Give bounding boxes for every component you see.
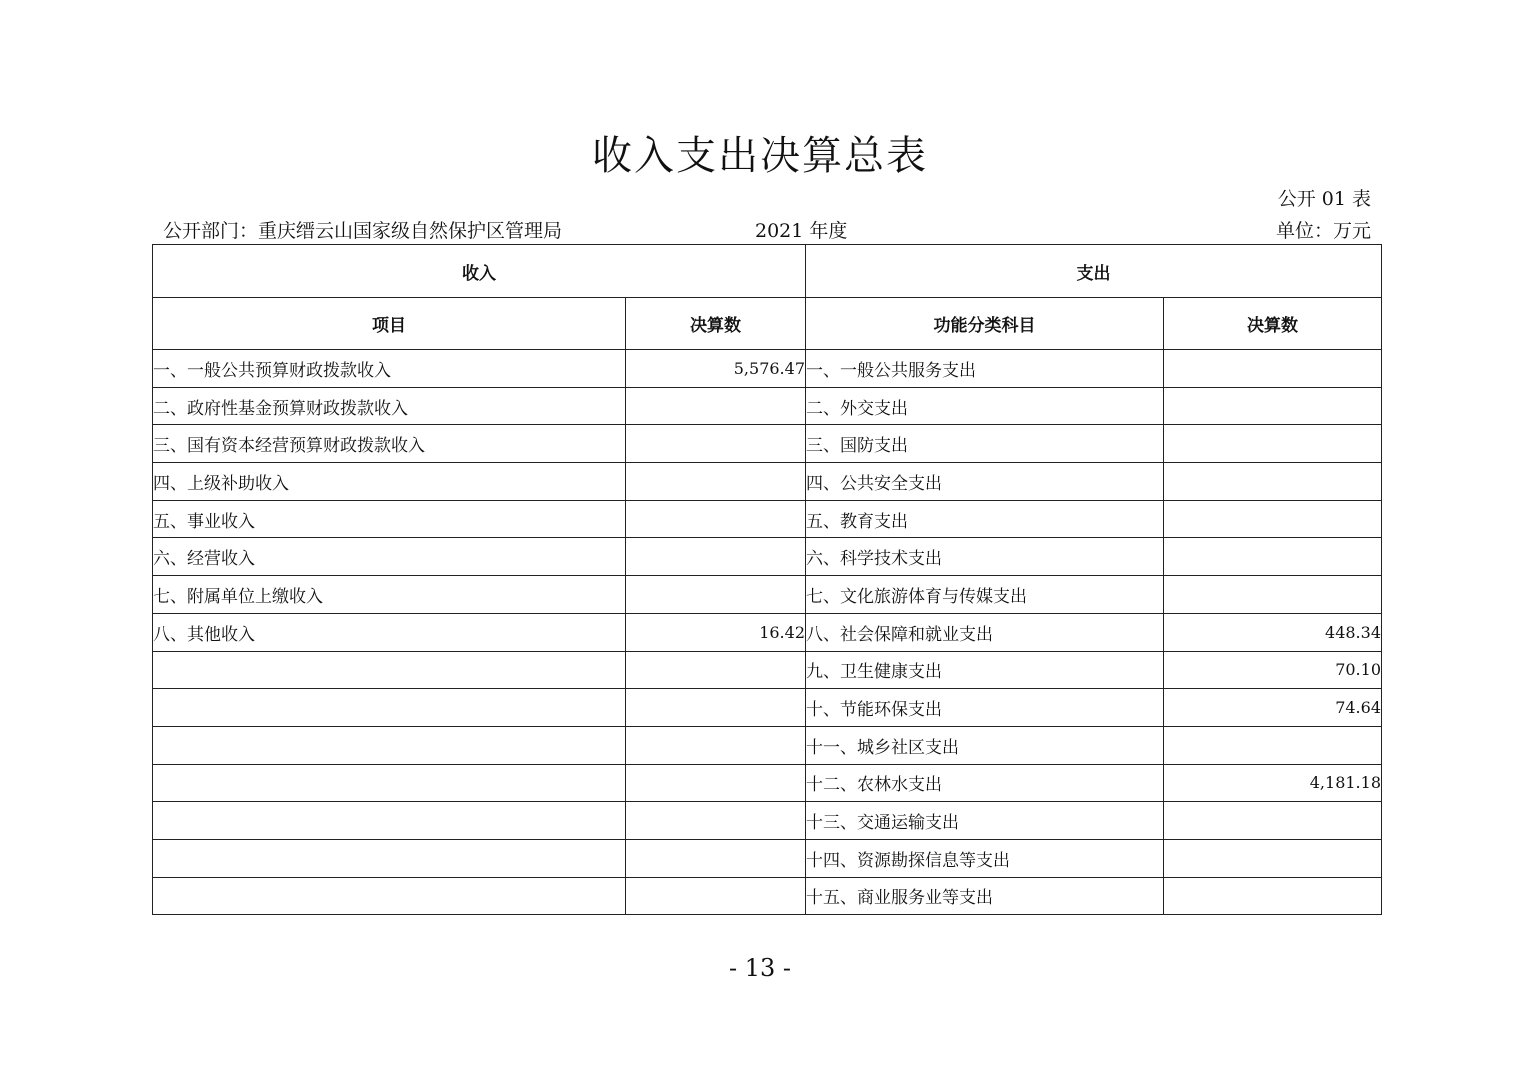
income-amount-cell: [626, 689, 806, 727]
income-amount-cell: 16.42: [626, 613, 806, 651]
income-group-header: 收入: [153, 245, 806, 298]
table-row: [153, 839, 1382, 877]
income-amount-cell: [626, 463, 806, 501]
income-amount-cell: [626, 651, 806, 689]
expense-item-cell: 十二、农林水支出: [806, 764, 1164, 802]
expense-group-header: 支出: [806, 245, 1382, 298]
income-item-cell: [153, 651, 626, 689]
expense-item-cell: 七、文化旅游体育与传媒支出: [806, 576, 1164, 614]
table-row: [153, 689, 1382, 727]
fiscal-year-label: 2021 年度: [755, 220, 848, 242]
column-header-function-category: 功能分类科目: [806, 298, 1164, 350]
expense-amount-cell: [1164, 350, 1382, 388]
department-label: 公开部门：重庆缙云山国家级自然保护区管理局: [163, 220, 563, 242]
income-item-cell: 三、国有资本经营预算财政拨款收入: [153, 425, 626, 463]
form-number: 公开 01 表: [1277, 188, 1371, 210]
table-row: [153, 500, 1382, 538]
income-item-cell: [153, 877, 626, 915]
expense-item-cell: 九、卫生健康支出: [806, 651, 1164, 689]
income-item-cell: [153, 726, 626, 764]
income-amount-cell: [626, 425, 806, 463]
table-row: [153, 726, 1382, 764]
expense-amount-cell: [1164, 839, 1382, 877]
expense-amount-cell: 74.64: [1164, 689, 1382, 727]
table-row: [153, 463, 1382, 501]
income-item-cell: 一、一般公共预算财政拨款收入: [153, 350, 626, 388]
table-row: [153, 651, 1382, 689]
income-item-cell: 五、事业收入: [153, 500, 626, 538]
header-row-columns: [153, 298, 1382, 350]
expense-item-cell: 十五、商业服务业等支出: [806, 877, 1164, 915]
header-row-group: [153, 245, 1382, 298]
expense-item-cell: 六、科学技术支出: [806, 538, 1164, 576]
expense-amount-cell: [1164, 726, 1382, 764]
table-row: [153, 350, 1382, 388]
expense-amount-cell: 70.10: [1164, 651, 1382, 689]
income-amount-cell: [626, 726, 806, 764]
table-row: [153, 764, 1382, 802]
table-row: [153, 425, 1382, 463]
income-amount-cell: [626, 500, 806, 538]
income-amount-cell: [626, 802, 806, 840]
income-amount-cell: [626, 764, 806, 802]
column-header-income-amount: 决算数: [626, 298, 806, 350]
income-amount-cell: [626, 576, 806, 614]
income-item-cell: 七、附属单位上缴收入: [153, 576, 626, 614]
expense-item-cell: 八、社会保障和就业支出: [806, 613, 1164, 651]
expense-amount-cell: 4,181.18: [1164, 764, 1382, 802]
expense-amount-cell: [1164, 425, 1382, 463]
income-item-cell: 二、政府性基金预算财政拨款收入: [153, 387, 626, 425]
meta-row: [163, 218, 1371, 244]
expense-item-cell: 五、教育支出: [806, 500, 1164, 538]
income-item-cell: [153, 689, 626, 727]
income-item-cell: [153, 802, 626, 840]
expense-amount-cell: [1164, 387, 1382, 425]
income-amount-cell: [626, 538, 806, 576]
expense-amount-cell: [1164, 463, 1382, 501]
expense-amount-cell: [1164, 538, 1382, 576]
table-row: [153, 538, 1382, 576]
table-row: [153, 576, 1382, 614]
expense-item-cell: 十一、城乡社区支出: [806, 726, 1164, 764]
expense-item-cell: 一、一般公共服务支出: [806, 350, 1164, 388]
expense-item-cell: 十三、交通运输支出: [806, 802, 1164, 840]
income-item-cell: 八、其他收入: [153, 613, 626, 651]
expense-amount-cell: [1164, 576, 1382, 614]
expense-amount-cell: [1164, 877, 1382, 915]
table-body: [153, 350, 1382, 915]
expense-item-cell: 十四、资源勘探信息等支出: [806, 839, 1164, 877]
column-header-item: 项目: [153, 298, 626, 350]
table-row: [153, 802, 1382, 840]
income-item-cell: 四、上级补助收入: [153, 463, 626, 501]
income-amount-cell: [626, 877, 806, 915]
column-header-expense-amount: 决算数: [1164, 298, 1382, 350]
page-number: - 13 -: [728, 954, 791, 982]
table-row: [153, 613, 1382, 651]
income-item-cell: 六、经营收入: [153, 538, 626, 576]
expense-item-cell: 十、节能环保支出: [806, 689, 1164, 727]
income-item-cell: [153, 764, 626, 802]
expense-item-cell: 四、公共安全支出: [806, 463, 1164, 501]
expense-item-cell: 二、外交支出: [806, 387, 1164, 425]
income-amount-cell: [626, 839, 806, 877]
table-row: [153, 387, 1382, 425]
income-amount-cell: [626, 387, 806, 425]
expense-item-cell: 三、国防支出: [806, 425, 1164, 463]
unit-label: 单位：万元: [1275, 220, 1371, 242]
expense-amount-cell: [1164, 802, 1382, 840]
income-item-cell: [153, 839, 626, 877]
table-row: [153, 877, 1382, 915]
expense-amount-cell: 448.34: [1164, 613, 1382, 651]
expense-amount-cell: [1164, 500, 1382, 538]
income-expense-table: [152, 244, 1382, 915]
income-amount-cell: 5,576.47: [626, 350, 806, 388]
page-title: 收入支出决算总表: [592, 133, 928, 179]
